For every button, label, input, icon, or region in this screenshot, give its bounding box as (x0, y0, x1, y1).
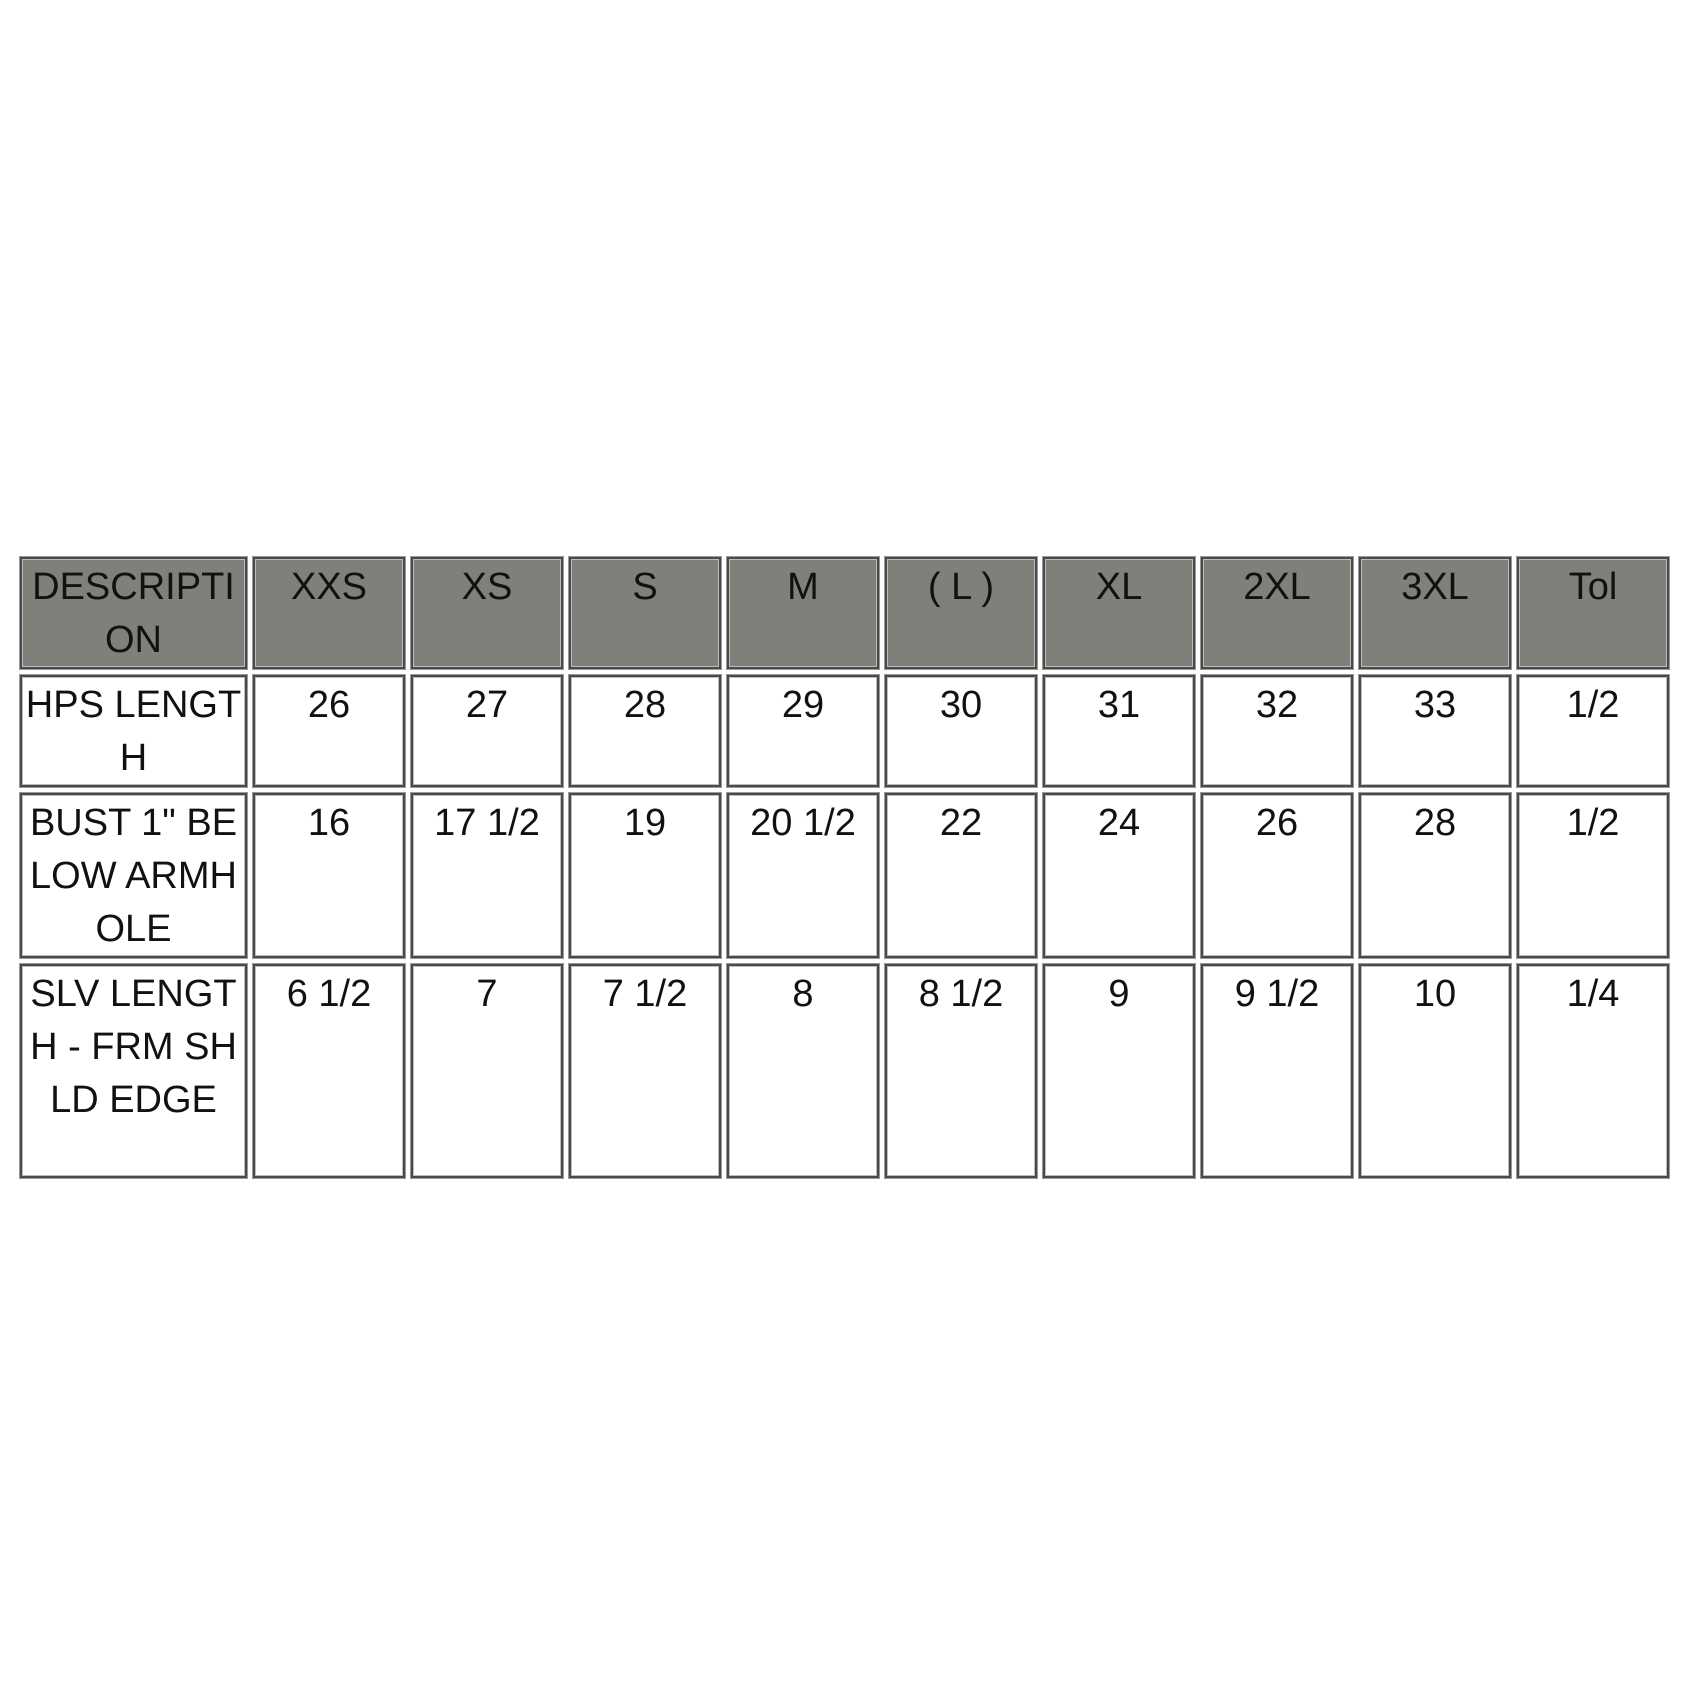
table-cell: 28 (1359, 793, 1511, 958)
header-size-l: ( L ) (885, 557, 1037, 669)
header-size-xs: XS (411, 557, 563, 669)
header-size-m: M (727, 557, 879, 669)
table-cell: 32 (1201, 675, 1353, 787)
table-cell: 7 (411, 964, 563, 1178)
table-cell: 26 (253, 675, 405, 787)
table-cell: 9 (1043, 964, 1195, 1178)
table-cell: 22 (885, 793, 1037, 958)
table-cell: 31 (1043, 675, 1195, 787)
header-size-2xl: 2XL (1201, 557, 1353, 669)
size-chart-table (14, 551, 1675, 1184)
table-cell: 10 (1359, 964, 1511, 1178)
table-row (20, 675, 1669, 787)
tolerance-cell: 1/2 (1517, 675, 1669, 787)
table-cell: 20 1/2 (727, 793, 879, 958)
row-description: BUST 1" BELOW ARMHOLE (20, 793, 247, 958)
table-cell: 27 (411, 675, 563, 787)
table-cell: 6 1/2 (253, 964, 405, 1178)
header-size-xl: XL (1043, 557, 1195, 669)
table-cell: 33 (1359, 675, 1511, 787)
table-cell: 17 1/2 (411, 793, 563, 958)
table-cell: 19 (569, 793, 721, 958)
table-cell: 28 (569, 675, 721, 787)
table-cell: 24 (1043, 793, 1195, 958)
table-row (20, 964, 1669, 1178)
table-cell: 29 (727, 675, 879, 787)
header-size-s: S (569, 557, 721, 669)
table-cell: 9 1/2 (1201, 964, 1353, 1178)
table-cell: 7 1/2 (569, 964, 721, 1178)
table-cell: 26 (1201, 793, 1353, 958)
table-cell: 8 1/2 (885, 964, 1037, 1178)
row-description: SLV LENGTH - FRM SHLD EDGE (20, 964, 247, 1178)
table-row (20, 793, 1669, 958)
table-cell: 16 (253, 793, 405, 958)
row-description: HPS LENGTH (20, 675, 247, 787)
table-cell: 30 (885, 675, 1037, 787)
tolerance-cell: 1/4 (1517, 964, 1669, 1178)
header-tolerance: Tol (1517, 557, 1669, 669)
header-size-xxs: XXS (253, 557, 405, 669)
header-size-3xl: 3XL (1359, 557, 1511, 669)
table-cell: 8 (727, 964, 879, 1178)
header-description: DESCRIPTION (20, 557, 247, 669)
header-row (20, 557, 1669, 669)
tolerance-cell: 1/2 (1517, 793, 1669, 958)
